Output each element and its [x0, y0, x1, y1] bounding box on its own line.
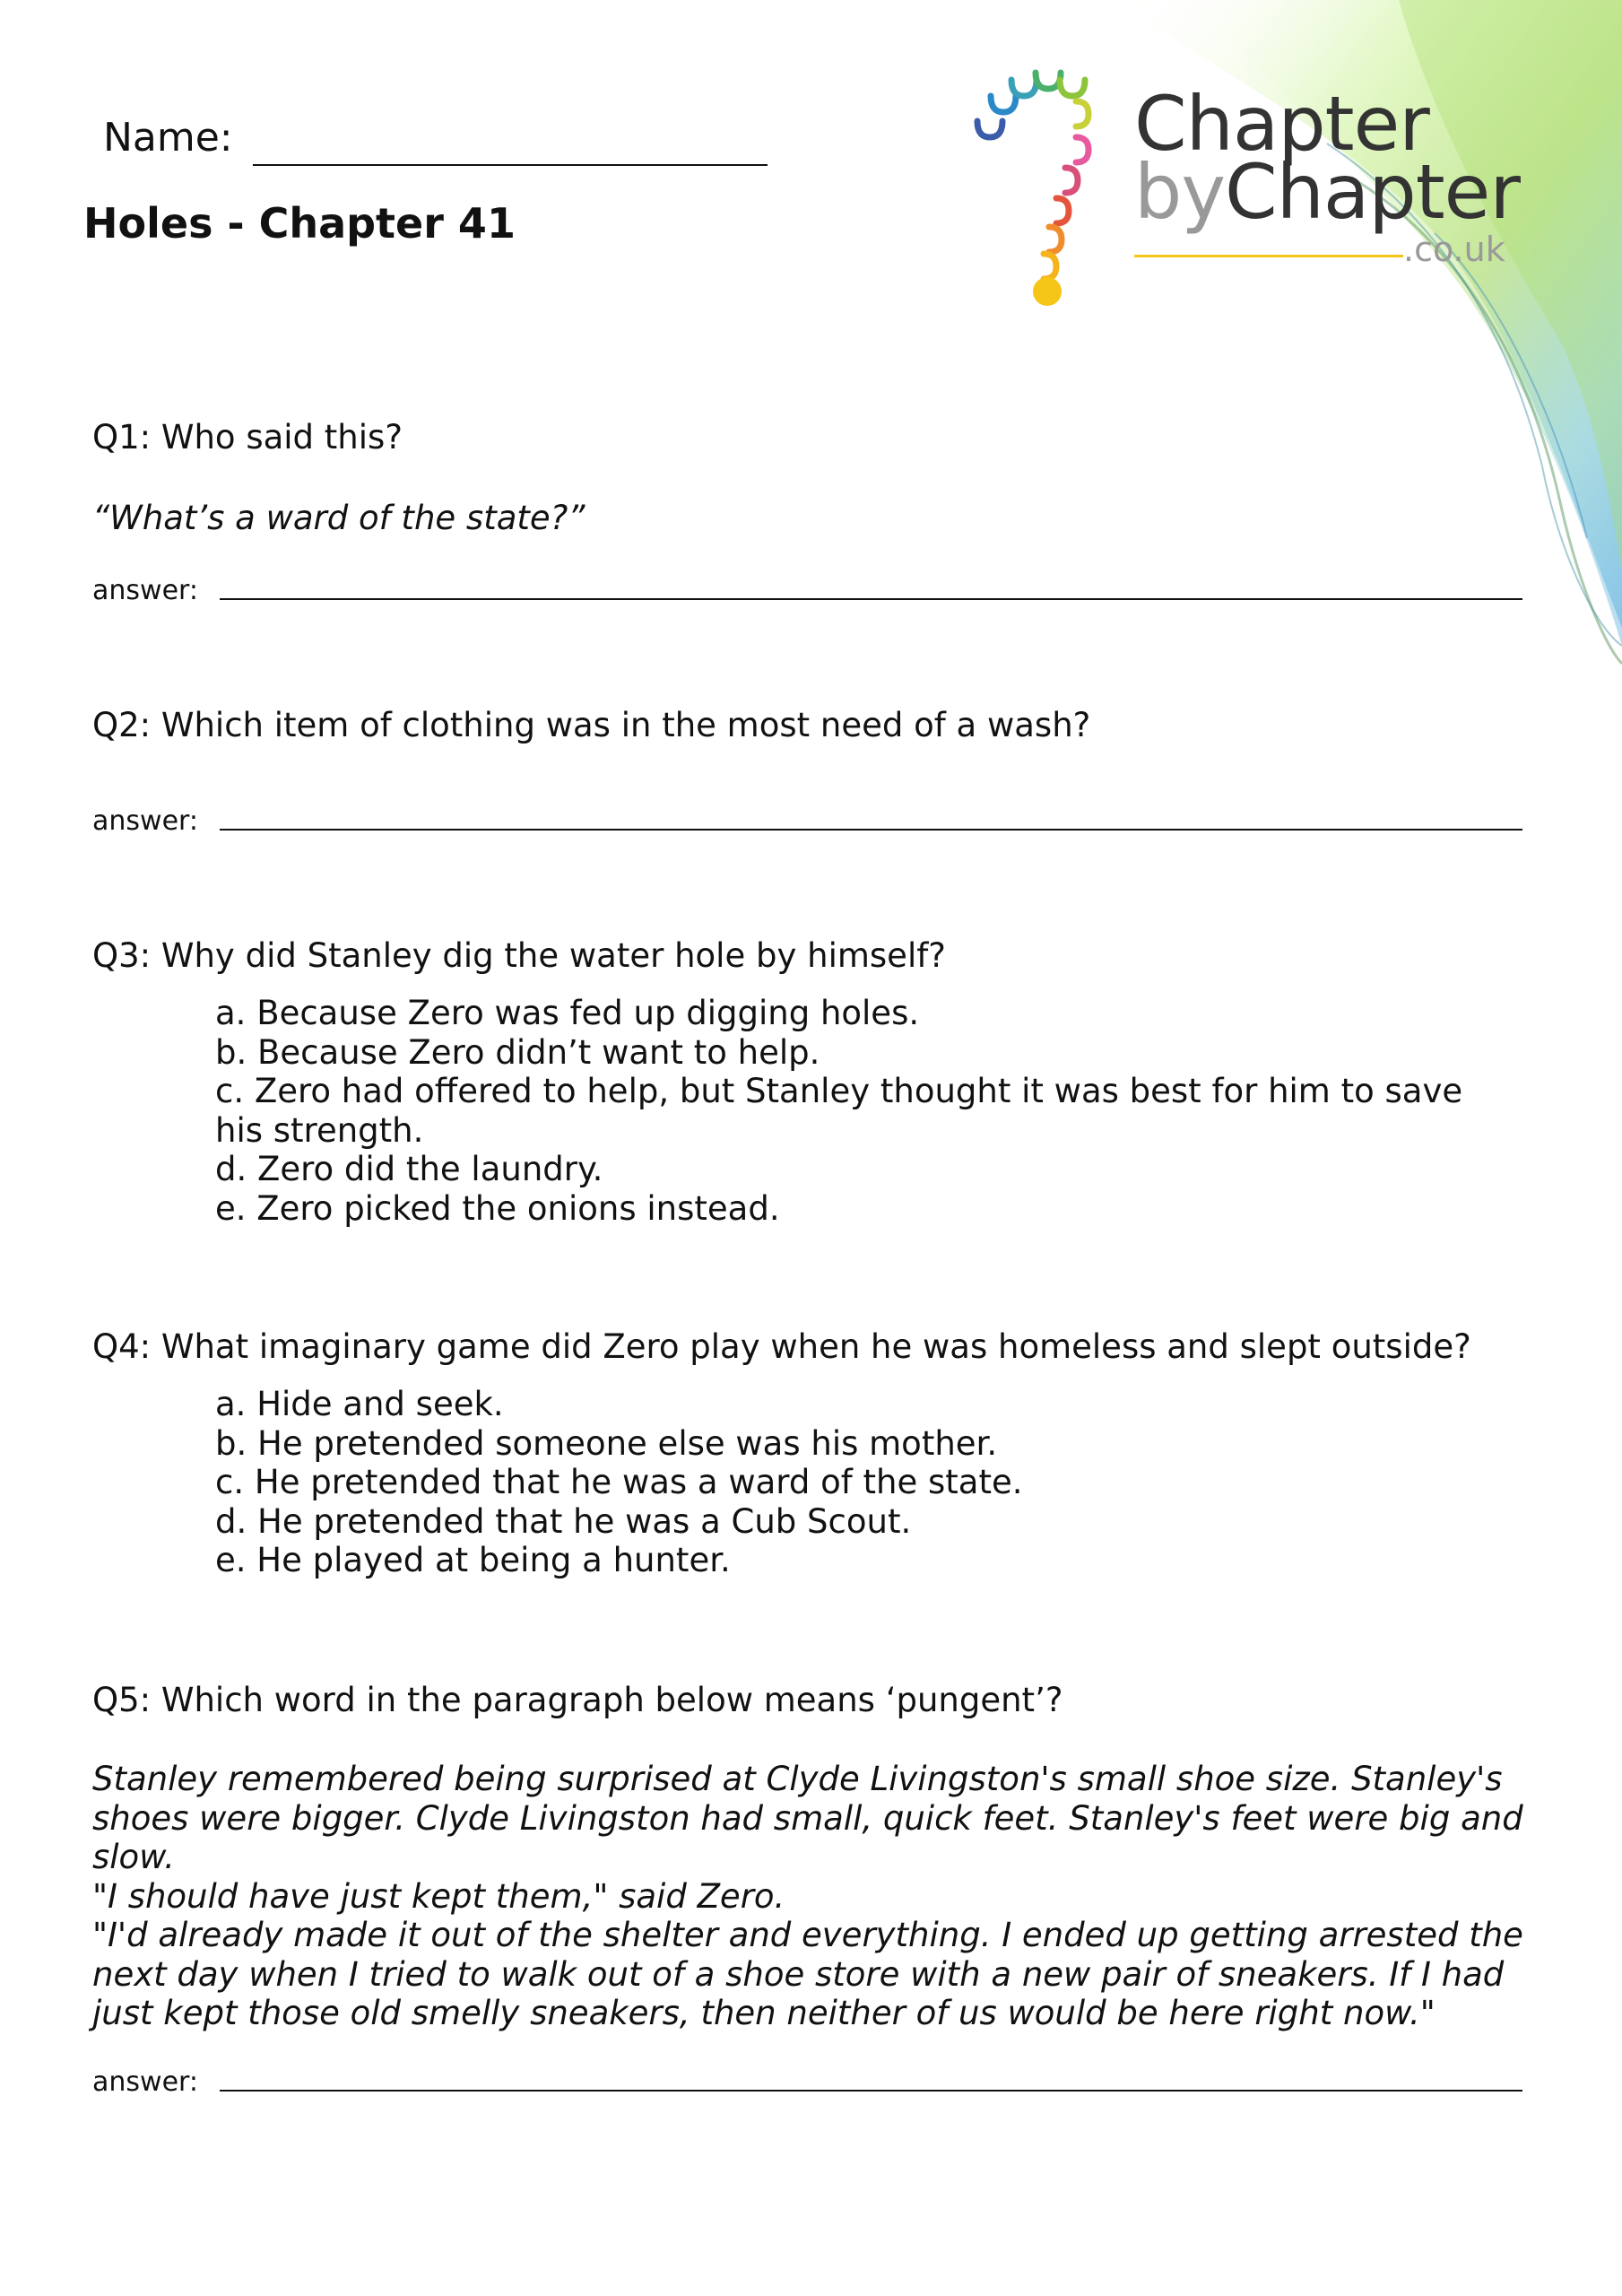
question-4-option-a[interactable]: a. Hide and seek.	[215, 1385, 504, 1423]
answer-label-5: answer:	[92, 2066, 198, 2098]
question-4-option-d[interactable]: d. He pretended that he was a Cub Scout.	[215, 1501, 912, 1541]
name-label: Name:	[103, 115, 233, 161]
question-3: Q3: Why did Stanley dig the water hole by himself?	[92, 936, 946, 975]
name-field[interactable]	[253, 164, 768, 166]
logo-domain-suffix: .co.uk	[1403, 230, 1505, 269]
book-arch-logo-icon	[950, 49, 1130, 318]
logo-by: by	[1134, 148, 1226, 236]
logo-line-1: Chapter	[1134, 80, 1429, 168]
question-5: Q5: Which word in the paragraph below means ‘pungent’?	[92, 1681, 1063, 1719]
question-1: Q1: Who said this?	[92, 418, 403, 457]
brand-logo	[1134, 80, 1520, 236]
question-3-option-b[interactable]: b. Because Zero didn’t want to help.	[215, 1032, 820, 1072]
question-2: Q2: Which item of clothing was in the most need of a wash?	[92, 706, 1091, 744]
answer-field-1[interactable]	[220, 598, 1522, 600]
question-4: Q4: What imaginary game did Zero play when he was homeless and slept outside?	[92, 1327, 1471, 1366]
passage-paragraph-2: "I should have just kept them," said Zero.	[92, 1876, 785, 1916]
logo-line-2	[1134, 148, 1520, 236]
logo-chapter: Chapter	[1225, 148, 1520, 236]
answer-field-5[interactable]	[220, 2090, 1522, 2092]
question-1-quote: “What’s a ward of the state?”	[92, 499, 585, 537]
question-4-option-c[interactable]: c. He pretended that he was a ward of the state.	[215, 1463, 1023, 1501]
answer-field-2[interactable]	[220, 829, 1522, 831]
question-3-option-d[interactable]: d. Zero did the laundry.	[215, 1150, 603, 1188]
question-4-option-b[interactable]: b. He pretended someone else was his mother.	[215, 1423, 998, 1463]
answer-label-1: answer:	[92, 575, 198, 606]
passage-paragraph-1: Stanley remembered being surprised at Clyde Livingston's small shoe size. Stanley's shoes were bigger. Clyde Livingston had small, quick feet. Stanley's feet were big and slow.	[92, 1760, 1523, 1876]
logo-underline	[1134, 255, 1403, 257]
question-4-options	[215, 1385, 1515, 1580]
question-5-passage	[92, 1760, 1545, 2033]
passage-paragraph-3: "I'd already made it out of the shelter and everything. I ended up getting arrested the next day when I tried to walk out of a shoe store with a new pair of sneakers. If I had just kept those old smelly sneakers, then neither of us would be here right now."	[92, 1916, 1523, 2032]
question-4-option-e[interactable]: e. He played at being a hunter.	[215, 1541, 731, 1579]
page-title: Holes - Chapter 41	[83, 199, 516, 248]
answer-label-2: answer:	[92, 805, 198, 837]
question-3-options	[215, 994, 1515, 1228]
question-3-option-e[interactable]: e. Zero picked the onions instead.	[215, 1188, 780, 1228]
question-3-option-a[interactable]: a. Because Zero was fed up digging holes.	[215, 994, 920, 1032]
question-3-option-c[interactable]: c. Zero had offered to help, but Stanley thought it was best for him to save his strength.	[215, 1072, 1463, 1150]
